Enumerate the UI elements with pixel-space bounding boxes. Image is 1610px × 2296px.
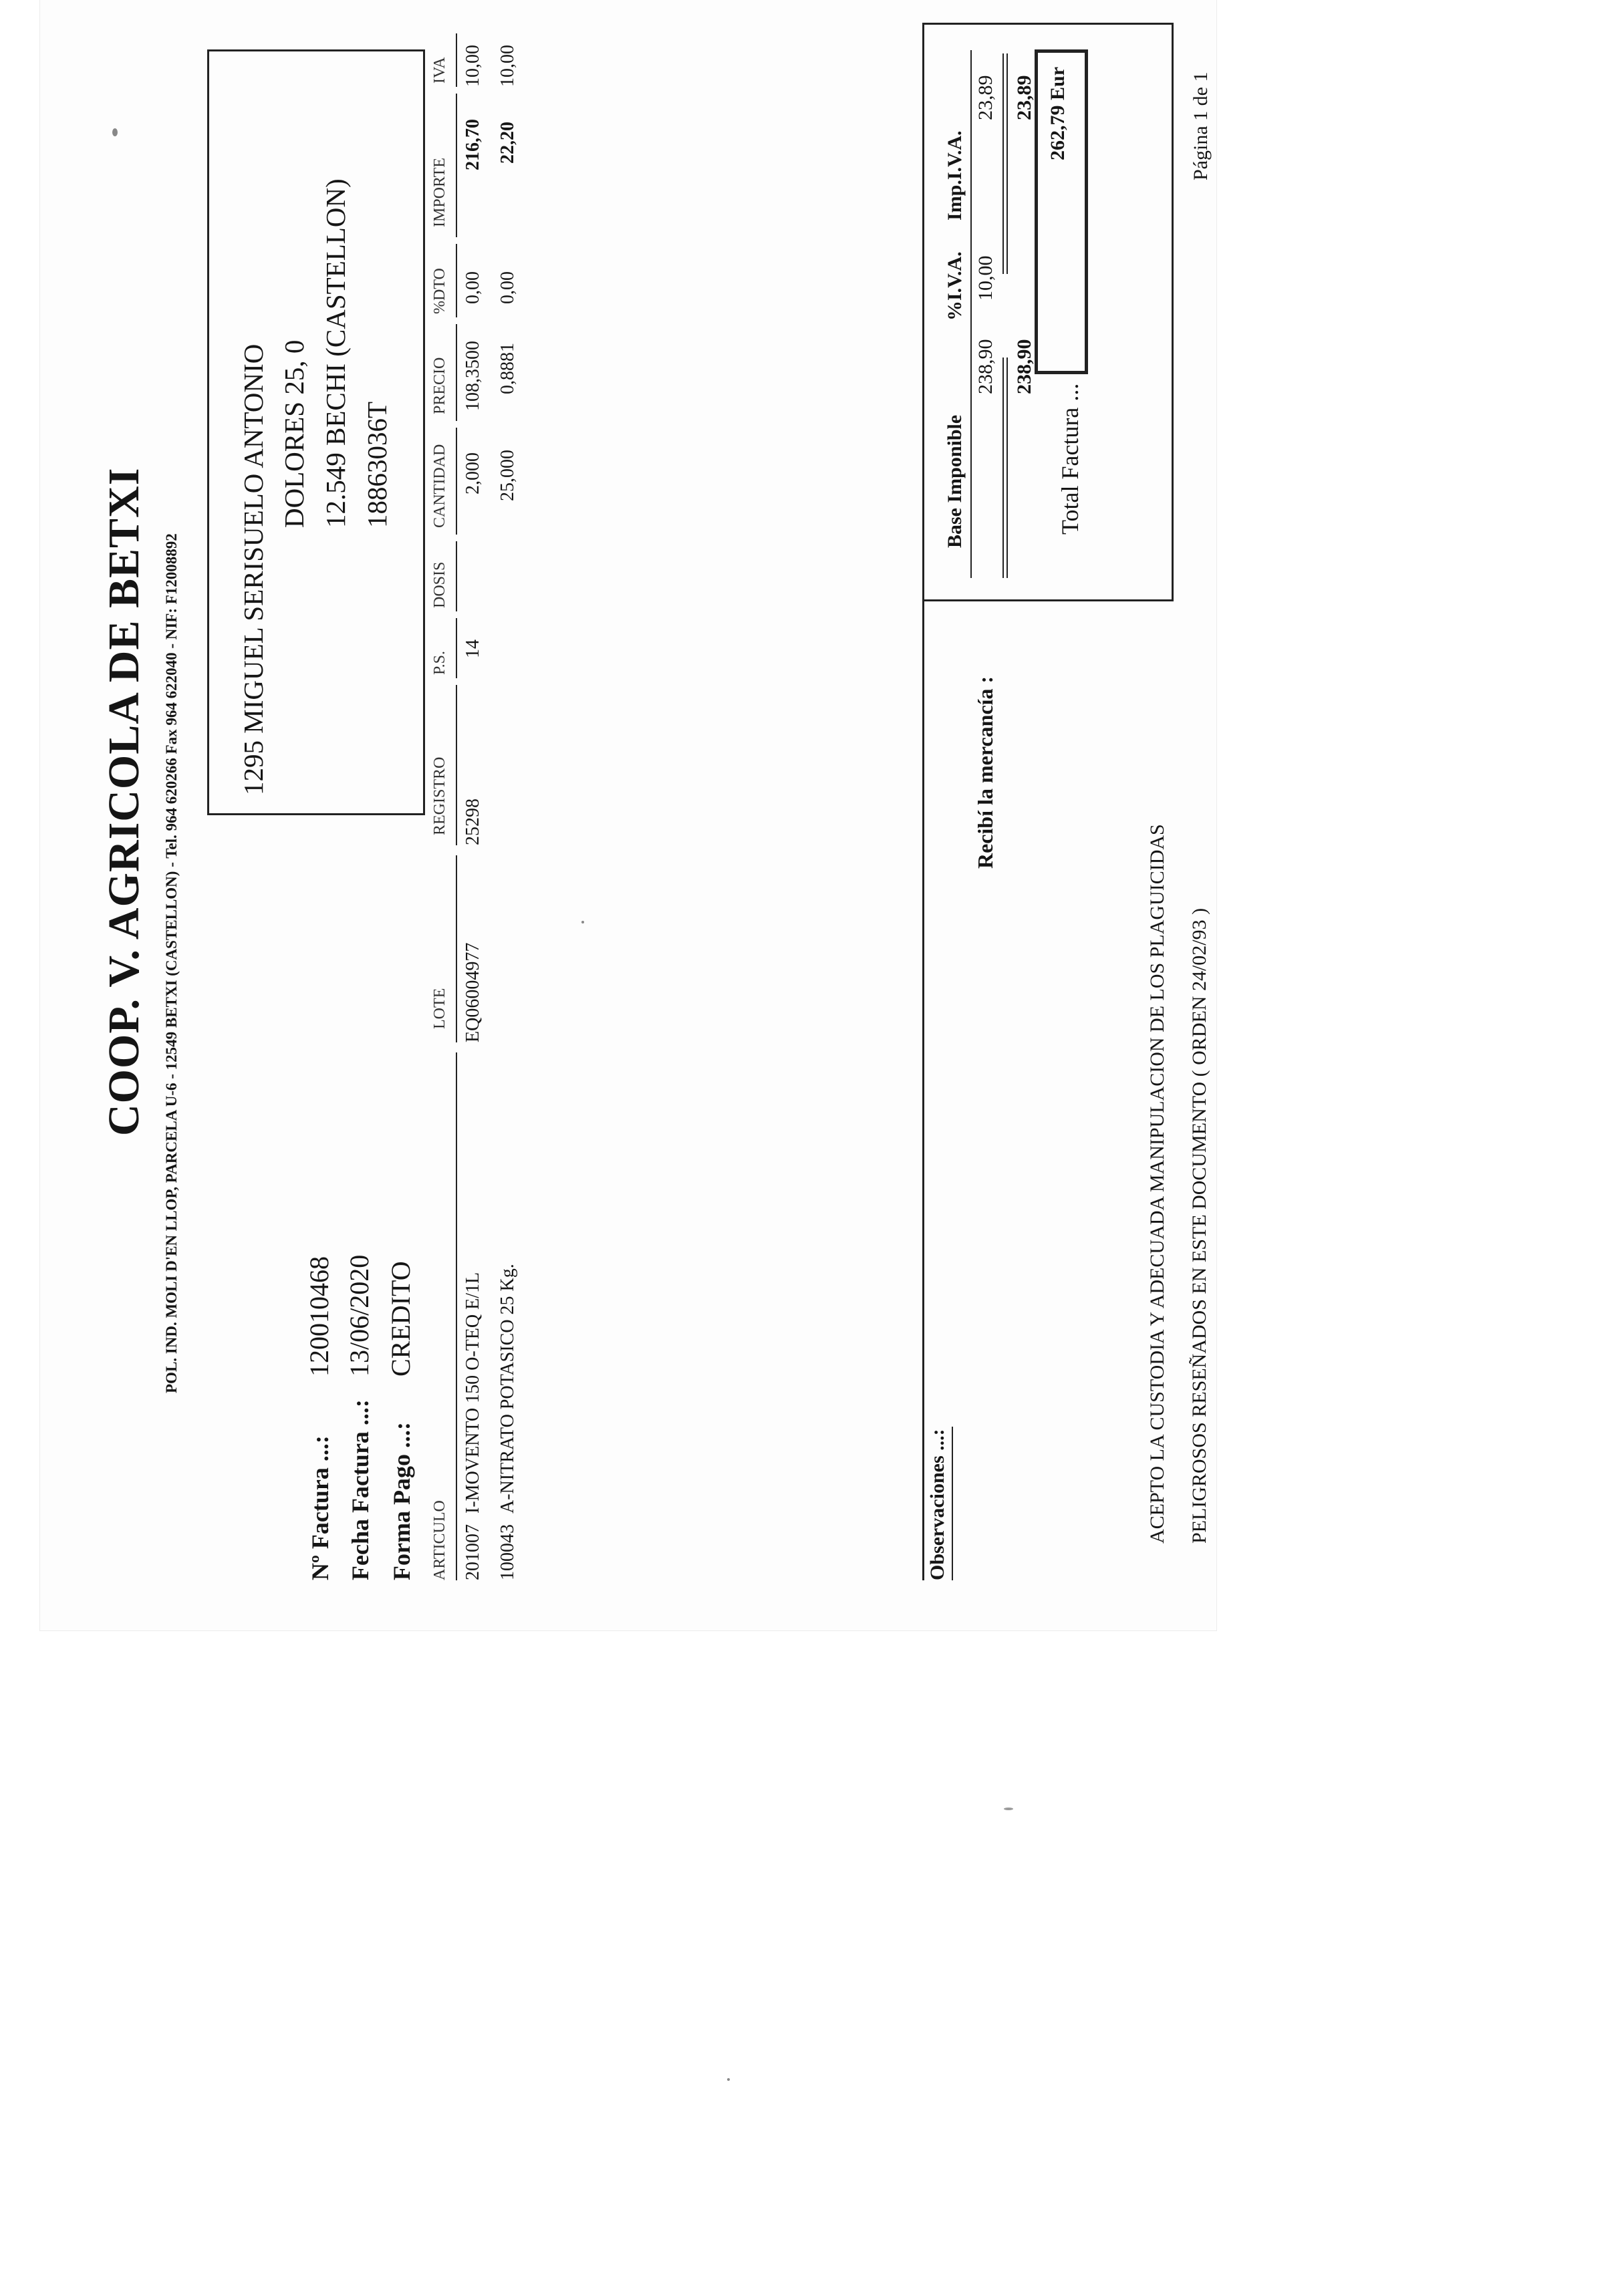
company-name: COOP. V. AGRICOLA DE BETXI [100,467,148,1136]
totals-base-header: Base Imponible [944,414,966,548]
header-underline-articulo [456,1052,457,1580]
row2-article: A-NITRATO POTASICO 25 Kg. [497,1264,518,1514]
header-underline-iva [456,33,457,87]
company-address: POL. IND. MOLI D'EN LLOP, PARCELA U-6 - 12549 BETXI (CASTELLON) - Tel. 964 620266 Fax 964 622040 - NIF: F12008892 [163,533,180,1393]
scan-speck [112,128,118,136]
totals-iva-pct-header: %I.V.A. [944,251,966,321]
header-underline-lote [456,855,457,1042]
received-label: Recibí la mercancía : [973,676,997,869]
header-registro: REGISTRO [431,756,448,835]
header-ps: P.S. [431,650,448,675]
header-underline-dto [456,244,457,317]
row1-registro: 25298 [462,799,483,845]
header-lote: LOTE [431,988,448,1029]
row1-lote: EQ06004977 [462,942,483,1042]
row1-dto: 0,00 [462,271,483,304]
row1-ps: 14 [462,639,483,658]
totals-header-underline [970,50,972,578]
payment-label: Forma Pago ...: [388,1422,415,1580]
header-underline-dosis [456,541,457,611]
row1-iva: 10,00 [462,45,483,87]
header-dto: %DTO [431,268,448,314]
scan-speck [581,921,584,923]
header-underline-precio [456,324,457,421]
header-dosis: DOSIS [431,561,448,608]
observations-underline [952,1427,953,1580]
disclaimer-line-2: PELIGROSOS RESEÑADOS EN ESTE DOCUMENTO ( ORDEN 24/02/93 ) [1188,907,1210,1544]
total-invoice-label: Total Factura ... [1057,383,1083,535]
header-underline-ps [456,618,457,678]
header-importe: IMPORTE [431,158,448,227]
invoice-sheet [40,0,1216,1630]
header-iva: IVA [431,57,448,84]
row2-precio: 0,8881 [497,343,518,394]
customer-city: 12.549 BECHI (CASTELLON) [320,178,351,528]
customer-name: 1295 MIGUEL SERISUELO ANTONIO [238,343,269,795]
total-invoice: 262,79 Eur [1047,66,1069,160]
row1-cantidad: 2,000 [462,452,483,494]
header-underline-registro [456,685,457,845]
customer-street: DOLORES 25, 0 [279,339,309,528]
totals-iva-pct: 10,00 [974,255,996,301]
customer-nif: 18863036T [362,401,392,528]
totals-sum-line-iva [1002,53,1004,274]
invoice-rotated [40,0,1216,1630]
row1-precio: 108,3500 [462,341,483,411]
invoice-date-label: Fecha Factura ...: [347,1399,374,1580]
observations-label: Observaciones ...: [926,1429,948,1580]
totals-base: 238,90 [974,339,996,394]
row2-iva: 10,00 [497,45,518,87]
row2-importe: 22,20 [497,122,518,164]
totals-iva-sum: 23,89 [1013,75,1035,120]
totals-iva-amt-header: Imp.I.V.A. [944,130,966,221]
scan-speck [1004,1808,1013,1810]
disclaimer-line-1: ACEPTO LA CUSTODIA Y ADECUADA MANIPULACION DE LOS PLAGUICIDAS [1146,824,1168,1544]
totals-iva-amt: 23,89 [974,75,996,120]
payment-method: CREDITO [386,1261,416,1377]
totals-sum-line-iva-2 [1007,53,1008,274]
invoice-number: 120010468 [304,1256,334,1377]
row1-article: I-MOVENTO 150 O-TEQ E/1L [462,1272,483,1514]
row1-code: 201007 [462,1524,483,1580]
header-cantidad: CANTIDAD [431,444,448,528]
invoice-number-label: Nº Factura ...: [307,1435,333,1580]
row2-code: 100043 [497,1524,518,1580]
scan-speck [727,2078,730,2081]
page-number: Página 1 de 1 [1190,71,1212,180]
header-articulo: ARTICULO [431,1500,448,1580]
header-underline-cantidad [456,428,457,535]
invoice-date: 13/06/2020 [344,1254,374,1377]
header-underline-importe [456,94,457,237]
header-precio: PRECIO [431,357,448,414]
row2-cantidad: 25,000 [497,450,518,501]
totals-sum-line-base [1002,357,1004,578]
row2-dto: 0,00 [497,271,518,304]
row1-importe: 216,70 [462,119,483,170]
totals-base-sum: 238,90 [1013,339,1035,394]
totals-sum-line-base-2 [1007,357,1008,578]
